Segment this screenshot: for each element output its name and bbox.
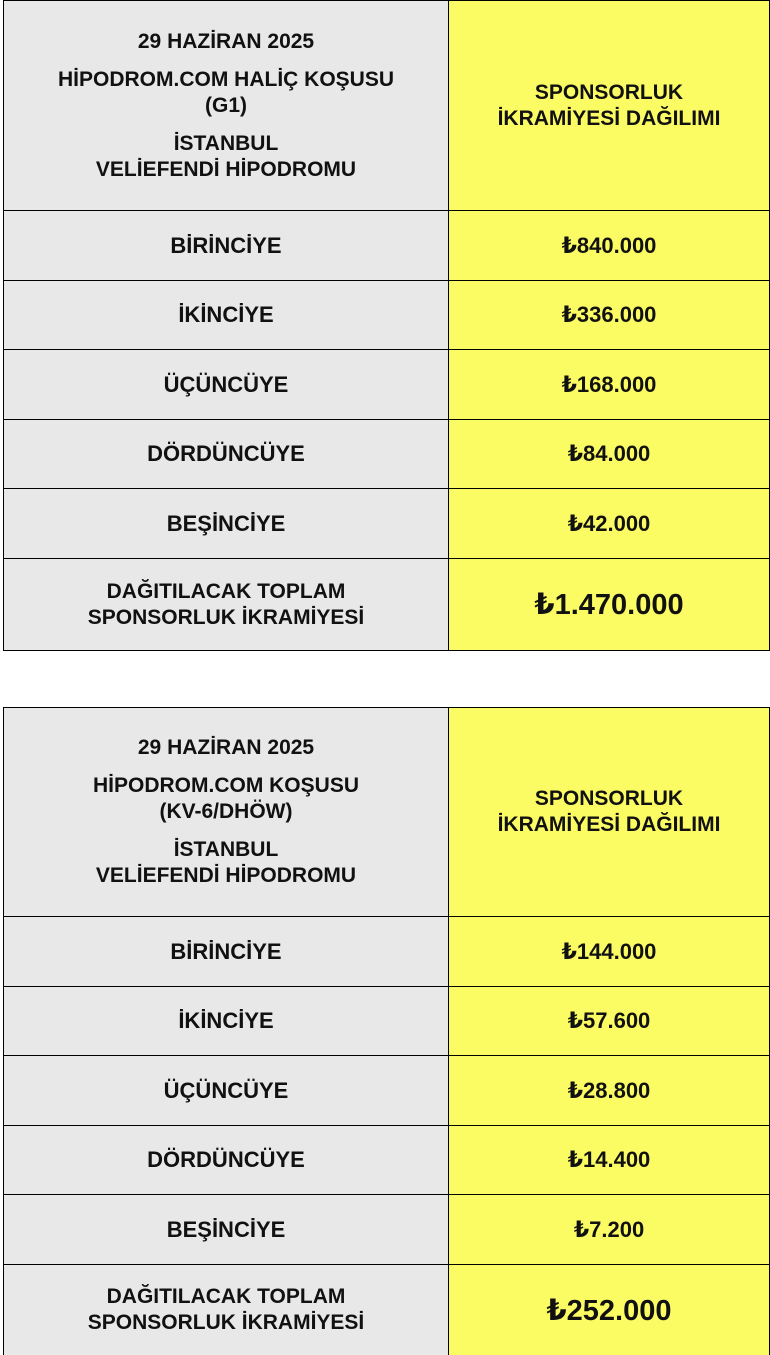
race-info: [4, 1, 449, 210]
table-row: [4, 211, 769, 281]
race-name: HİPODROM.COM KOŞUSU: [92, 774, 359, 797]
place-label: BEŞİNCİYE: [4, 489, 449, 558]
prize-amount: ₺42.000: [449, 489, 769, 558]
table-row: [4, 281, 769, 350]
prize-table-hipodrom: [3, 707, 770, 1355]
total-label-line2: SPONSORLUK İKRAMİYESİ: [87, 605, 365, 629]
race-grade: (KV-6/DHÖW): [159, 800, 293, 823]
table-row: [4, 917, 769, 987]
race-date: 29 HAZİRAN 2025: [137, 736, 315, 759]
total-label: [4, 559, 449, 650]
race-grade: (G1): [205, 93, 247, 117]
place-label: BİRİNCİYE: [4, 917, 449, 986]
race-date: 29 HAZİRAN 2025: [137, 29, 315, 53]
place-label: BİRİNCİYE: [4, 211, 449, 280]
race-venue: VELİEFENDİ HİPODROMU: [95, 157, 357, 181]
total-amount: ₺1.470.000: [449, 559, 769, 650]
place-label: ÜÇÜNCÜYE: [4, 350, 449, 419]
table-row: [4, 1195, 769, 1265]
sponsorship-header: [449, 1, 769, 210]
table-header-row: [4, 708, 769, 917]
race-name: HİPODROM.COM HALİÇ KOŞUSU: [58, 67, 394, 91]
sponsorship-header: [449, 708, 769, 916]
table-row: [4, 420, 769, 489]
race-info: [4, 708, 449, 916]
prize-amount: ₺7.200: [449, 1195, 769, 1264]
total-label-line2: SPONSORLUK İKRAMİYESİ: [87, 1311, 365, 1334]
race-city: İSTANBUL: [173, 131, 279, 155]
total-label-line1: DAĞITILACAK TOPLAM: [106, 1285, 346, 1308]
sponsorship-header-line1: SPONSORLUK: [534, 787, 684, 810]
sponsorship-header-line1: SPONSORLUK: [534, 80, 684, 104]
prize-amount: ₺57.600: [449, 987, 769, 1055]
total-row: [4, 1265, 769, 1355]
sponsorship-header-line2: İKRAMİYESİ DAĞILIMI: [497, 106, 721, 130]
prize-table-haliç: [3, 0, 770, 651]
total-label-line1: DAĞITILACAK TOPLAM: [106, 579, 346, 603]
prize-amount: ₺168.000: [449, 350, 769, 419]
race-venue: VELİEFENDİ HİPODROMU: [95, 864, 357, 887]
place-label: İKİNCİYE: [4, 987, 449, 1055]
race-city: İSTANBUL: [173, 838, 279, 861]
table-row: [4, 987, 769, 1056]
place-label: BEŞİNCİYE: [4, 1195, 449, 1264]
total-row: [4, 559, 769, 650]
place-label: ÜÇÜNCÜYE: [4, 1056, 449, 1125]
table-header-row: [4, 1, 769, 211]
table-row: [4, 489, 769, 559]
prize-amount: ₺336.000: [449, 281, 769, 349]
total-label: [4, 1265, 449, 1355]
total-amount: ₺252.000: [449, 1265, 769, 1355]
prize-amount: ₺84.000: [449, 420, 769, 488]
place-label: DÖRDÜNCÜYE: [4, 420, 449, 488]
place-label: DÖRDÜNCÜYE: [4, 1126, 449, 1194]
table-row: [4, 1126, 769, 1195]
place-label: İKİNCİYE: [4, 281, 449, 349]
table-row: [4, 350, 769, 420]
prize-amount: ₺14.400: [449, 1126, 769, 1194]
prize-amount: ₺840.000: [449, 211, 769, 280]
table-row: [4, 1056, 769, 1126]
sponsorship-header-line2: İKRAMİYESİ DAĞILIMI: [497, 813, 721, 836]
prize-amount: ₺144.000: [449, 917, 769, 986]
prize-amount: ₺28.800: [449, 1056, 769, 1125]
